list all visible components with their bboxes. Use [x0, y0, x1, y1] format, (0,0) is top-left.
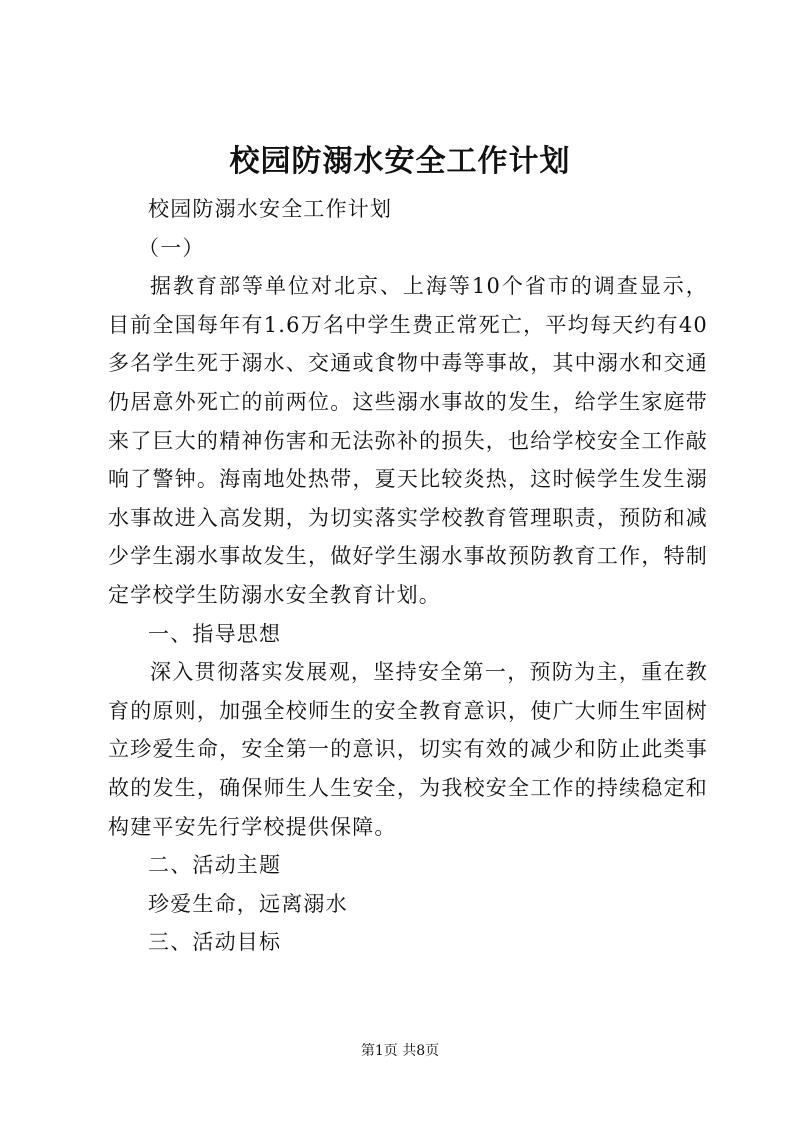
- page-number-footer: 第1页 共8页: [360, 1043, 440, 1059]
- heading-activity-goals: 三、活动目标: [148, 930, 282, 955]
- section-marker: （一）: [138, 235, 205, 260]
- intro-paragraph: 据教育部等单位对北京、上海等10个省市的调查显示，目前全国每年有1.6万名中学生费正常死亡，平均每天约有40多名学生死于溺水、交通或食物中毒等事故，其中溺水和交通仍居意外死亡的前两位。这些溺水事故的发生，给学生家庭带来了巨大的精神伤害和无法弥补的损失，也给学校安全工作敲响了警钟。海南地处热带，夏天比较炎热，这时候学生发生溺水事故进入高发期，为切实落实学校教育管理职责，预防和减少学生溺水事故发生，做好学生溺水事故预防教育工作，特制定学校学生防溺水安全教育计划。: [108, 274, 708, 607]
- heading-activity-theme: 二、活动主题: [148, 853, 282, 878]
- document-title: 校园防溺水安全工作计划: [229, 144, 571, 179]
- document-body: [108, 190, 708, 962]
- guiding-thought-paragraph: 深入贯彻落实发展观，坚持安全第一，预防为主，重在教育的原则，加强全校师生的安全教育意识，使广大师生牢固树立珍爱生命，安全第一的意识，切实有效的减少和防止此类事故的发生，确保师生人生安全，为我校安全工作的持续稳定和构建平安先行学校提供保障。: [108, 660, 708, 839]
- heading-guiding-thought: 一、指导思想: [148, 621, 282, 646]
- document-subtitle: 校园防溺水安全工作计划: [148, 197, 393, 221]
- activity-theme-text: 珍爱生命，远离溺水: [148, 891, 348, 916]
